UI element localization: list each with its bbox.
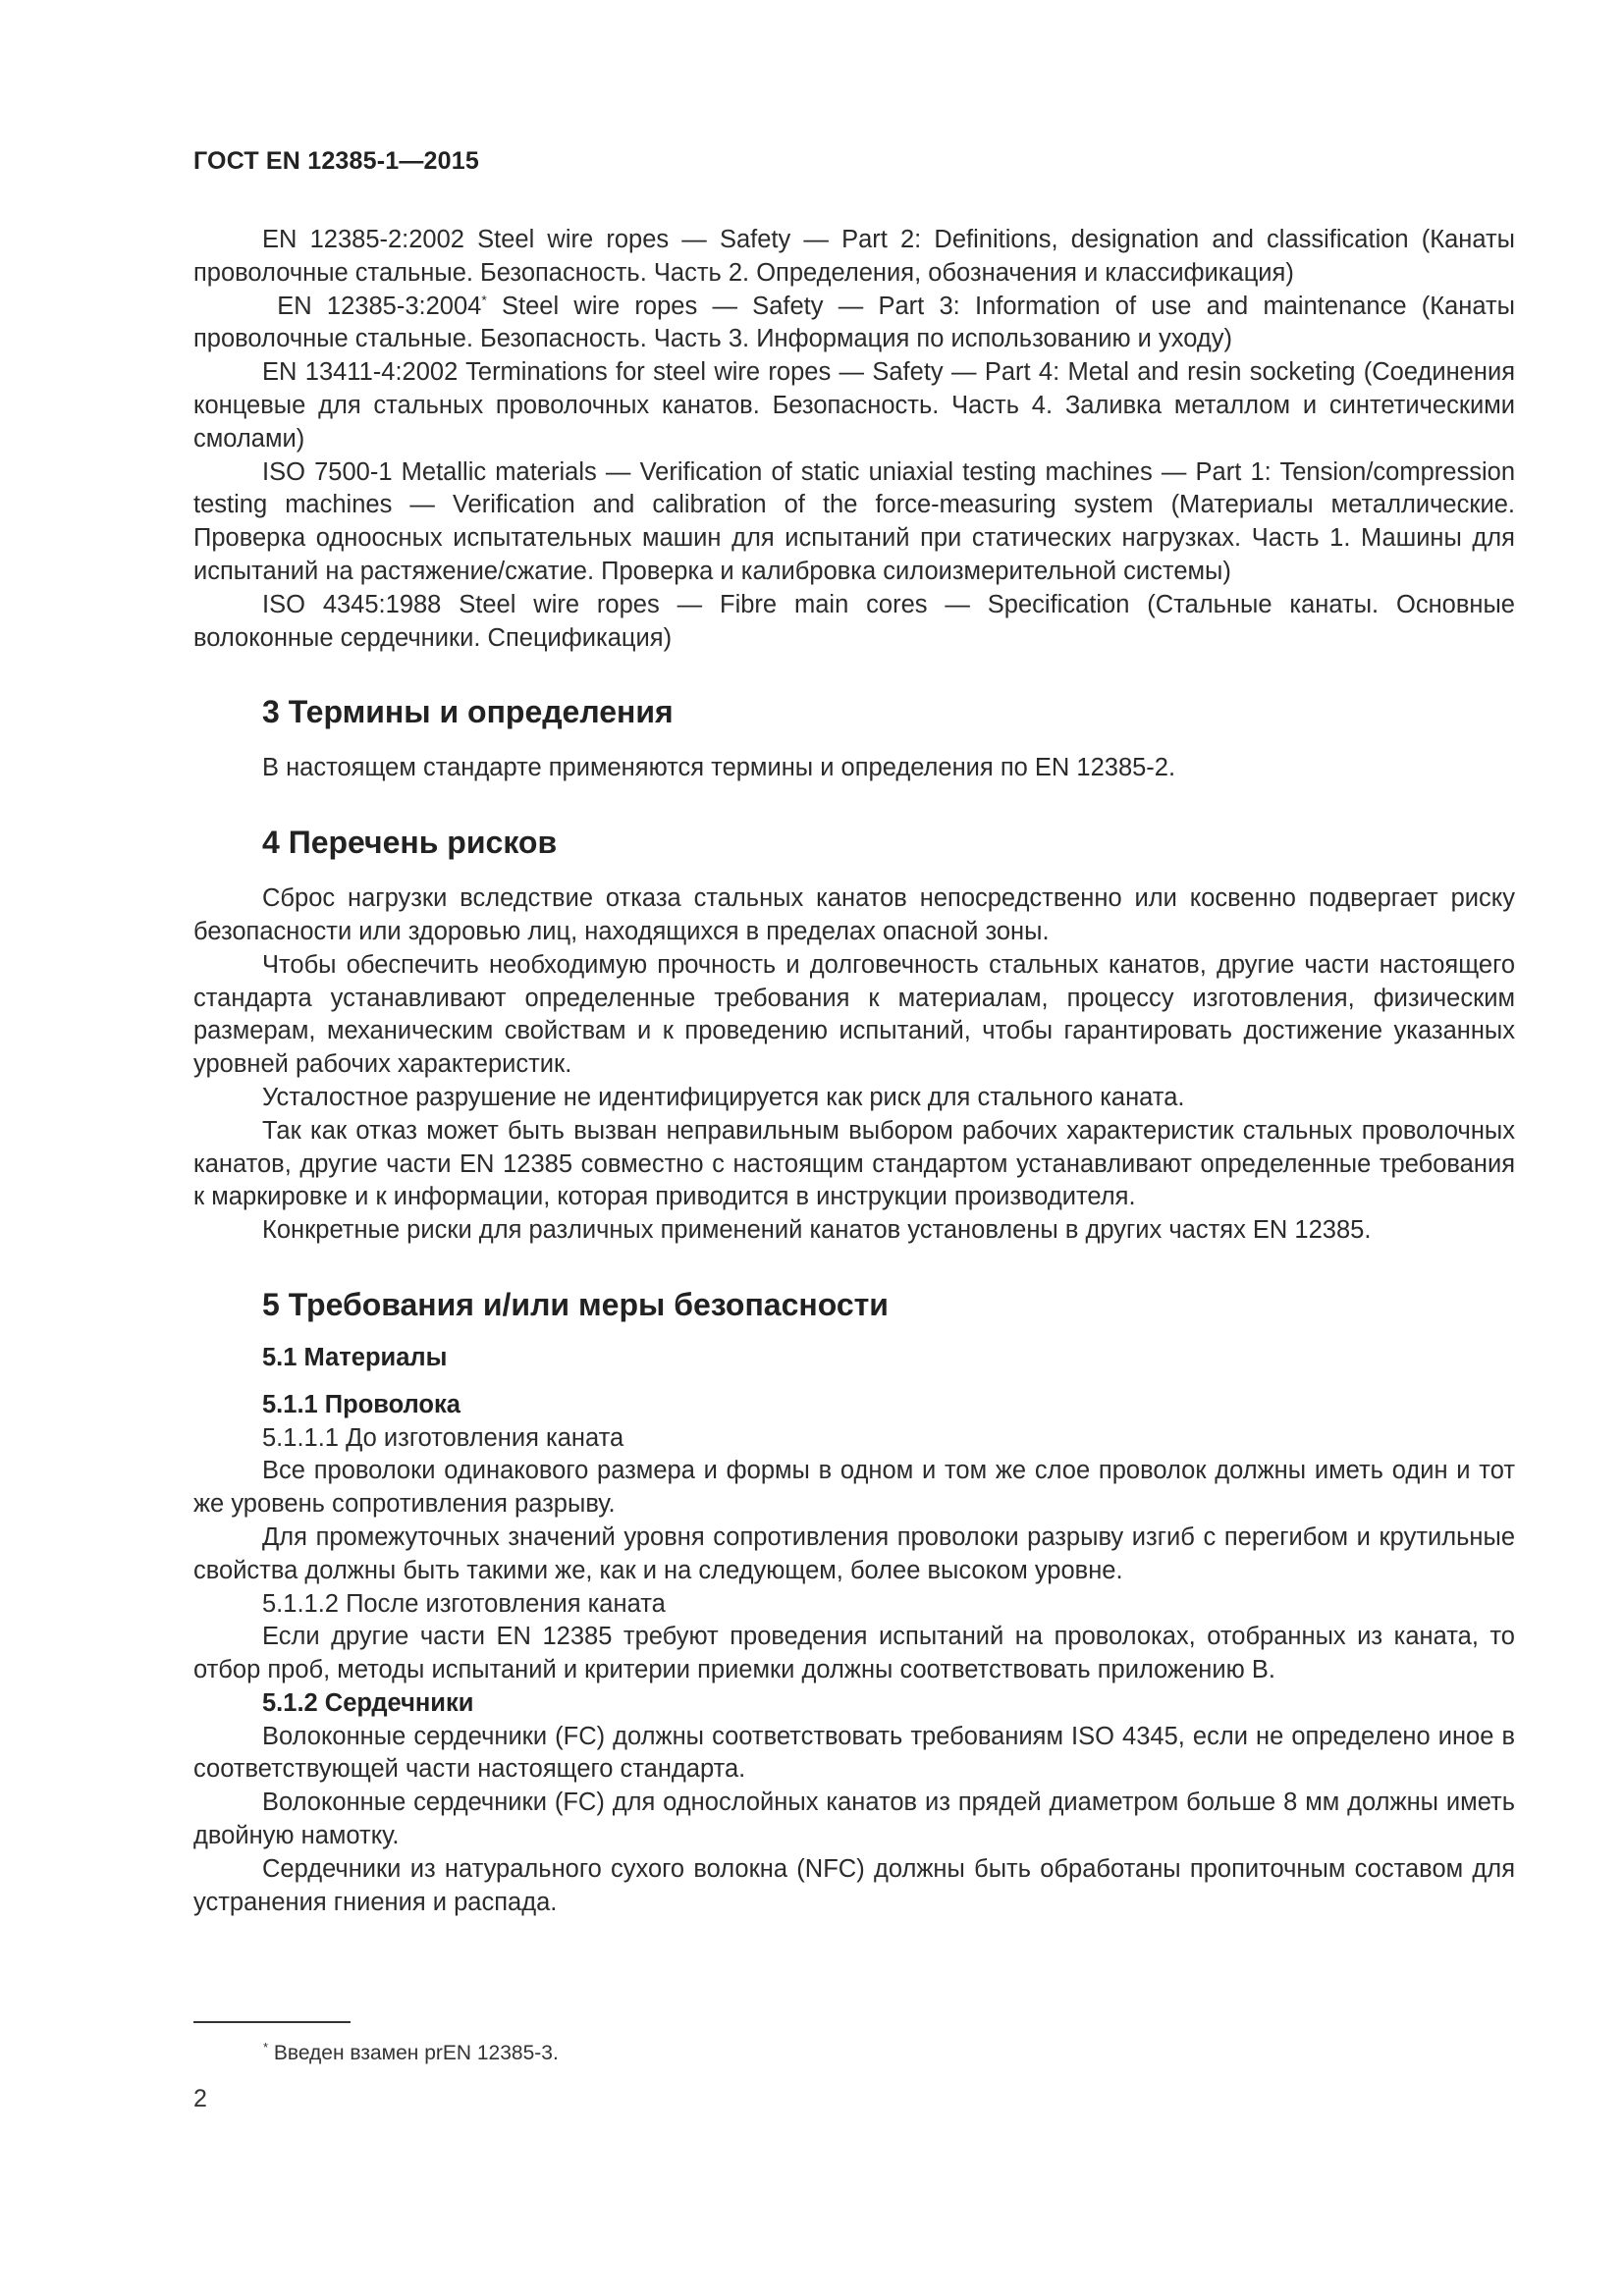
- reference-item: [193, 291, 1515, 357]
- footnote-divider: [193, 2021, 351, 2023]
- paragraph: Сброс нагрузки вследствие отказа стальных канатов непосредственно или косвенно подвергает риску безопасности или здоровью лиц, находящихся в пределах опасной зоны.: [193, 884, 1515, 945]
- footnote-text: Введен взамен prEN 12385-3.: [273, 2042, 559, 2064]
- section-heading: 5 Требования и/или меры безопасности: [262, 1286, 889, 1322]
- paragraph: В настоящем стандарте применяются термины и определения по EN 12385-2.: [262, 754, 1176, 782]
- reference-item: EN 13411-4:2002 Terminations for steel wire ropes — Safety — Part 4: Metal and resin socketing (Соединения концевые для стальных проволочных канатов. Безопасность. Часть 4. Заливка металлом и синтетическими смолами): [193, 358, 1515, 453]
- normative-references: [193, 224, 1515, 655]
- footnote: [263, 2042, 559, 2065]
- reference-text: Steel wire ropes — Safety — Part 3: Information of use and maintenance (Канаты проволочные стальные. Безопасность. Часть 3. Информация по использованию и уходу): [193, 292, 1515, 353]
- paragraph: Для промежуточных значений уровня сопротивления проволоки разрыву изгиб с перегибом и крутильные свойства должны быть такими же, как и на следующем, более высоком уровне.: [193, 1522, 1515, 1584]
- reference-code: EN 12385-3:2004: [277, 292, 482, 320]
- paragraph: Если другие части EN 12385 требуют проведения испытаний на проволоках, отобранных из каната, то отбор проб, методы испытаний и критерии приемки должны соответствовать приложению В.: [193, 1623, 1515, 1684]
- paragraph: Конкретные риски для различных применений канатов установлены в других частях EN 12385.: [262, 1216, 1372, 1245]
- paragraph: Волоконные сердечники (FC) для однослойных канатов из прядей диаметром больше 8 мм должны иметь двойную намотку.: [193, 1789, 1515, 1850]
- paragraph: Чтобы обеспечить необходимую прочность и долговечность стальных канатов, другие части настоящего стандарта устанавливают определенные требования к материалам, процессу изготовления, физическим размерам, механическим свойствам и к проведению испытаний, чтобы гарантировать достижение указанных уровней рабочих характеристик.: [193, 950, 1515, 1079]
- reference-item: EN 12385-2:2002 Steel wire ropes — Safety — Part 2: Definitions, designation and classification (Канаты проволочные стальные. Безопасность. Часть 2. Определения, обозначения и классификация): [193, 226, 1515, 287]
- footnote-marker: *: [481, 292, 487, 308]
- paragraph: Все проволоки одинакового размера и формы в одном и том же слое проволок должны иметь один и тот же уровень сопротивления разрыву.: [193, 1457, 1515, 1519]
- page-number: 2: [193, 2085, 207, 2112]
- paragraph: Так как отказ может быть вызван неправильным выбором рабочих характеристик стальных проволочных канатов, другие части EN 12385 совместно с настоящим стандартом устанавливают определенные требования к маркировке и к информации, которая приводится в инструкции производителя.: [193, 1116, 1515, 1211]
- paragraph: Сердечники из натурального сухого волокна (NFC) должны быть обработаны пропиточным составом для устранения гниения и распада.: [193, 1854, 1515, 1916]
- subsection-heading: 5.1 Материалы: [262, 1343, 448, 1371]
- section-heading: 3 Термины и определения: [262, 694, 674, 730]
- clause-heading: 5.1.1.1 До изготовления каната: [262, 1423, 624, 1452]
- footnote-marker: *: [263, 2040, 269, 2055]
- paragraph: Усталостное разрушение не идентифицируется как риск для стального каната.: [262, 1083, 1185, 1111]
- subsection-heading: 5.1.2 Сердечники: [262, 1688, 474, 1717]
- reference-item: ISO 4345:1988 Steel wire ropes — Fibre main cores — Specification (Стальные канаты. Основные волоконные сердечники. Спецификация): [193, 590, 1515, 652]
- document-body: [193, 224, 1515, 1919]
- paragraph: Волоконные сердечники (FC) должны соответствовать требованиям ISO 4345, если не определено иное в соответствующей части настоящего стандарта.: [193, 1722, 1515, 1784]
- page-header: ГОСТ EN 12385-1—2015: [193, 147, 479, 175]
- clause-heading: 5.1.1.2 После изготовления каната: [262, 1589, 666, 1618]
- reference-item: ISO 7500-1 Metallic materials — Verification of static uniaxial testing machines — Part 1: Tension/compression testing machines — Verification and calibration of the force-measuring system (Материалы металлические. Проверка одноосных испытательных машин для испытаний при статических нагрузках. Часть 1. Машины для испытаний на растяжение/сжатие. Проверка и калибровка силоизмерительной системы): [193, 457, 1515, 585]
- section-heading: 4 Перечень рисков: [262, 825, 558, 861]
- subsection-heading: 5.1.1 Проволока: [262, 1390, 460, 1418]
